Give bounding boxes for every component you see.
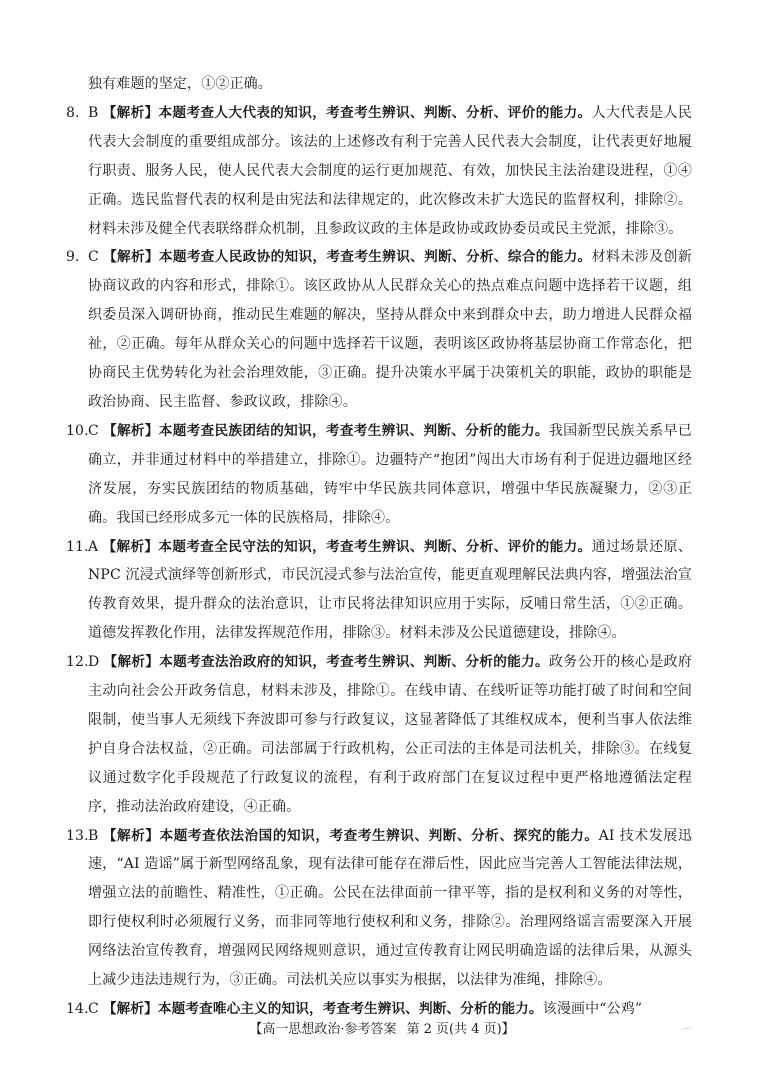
item-answer: C <box>88 1001 99 1017</box>
answer-items <box>66 99 692 1024</box>
item-analysis-lead: 【解析】本题考查唯心主义的知识，考查考生辨识、判断、分析的能力。 <box>102 1001 543 1017</box>
item-number: 9. <box>66 249 80 266</box>
item-number: 14. <box>66 1001 89 1017</box>
footer-page-number: 第 2 页(共 4 页)】 <box>406 1022 515 1037</box>
item-answer: C <box>88 249 99 266</box>
answer-item <box>66 99 692 244</box>
item-answer: D <box>88 654 100 671</box>
item-analysis-body: 政务公开的核心是政府主动向社会公开政务信息，材料未涉及，排除①。在线申请、在线听证等功能打破了时间和空间限制，使当事人无须线下奔波即可参与行政复议，这显著降低了其维权成本，便利当事人依法维护自身合法权益，②正确。司法部属于行政机构，公正司法的主体是司法机关，排除③。在线复议通过数字化手段规范了行政复议的流程，有利于政府部门在复议过程中更严格地遵循法定程序，推动法治政府建设，④正确。 <box>88 654 692 815</box>
item-analysis-lead: 【解析】本题考查依法治国的知识，考查考生辨识、判断、分析、探究的能力。 <box>102 827 599 844</box>
item-analysis-lead: 【解析】本题考查法治政府的知识，考查考生辨识、判断、分析的能力。 <box>103 654 549 671</box>
item-analysis-lead: 【解析】本题考查全民守法的知识，考查考生辨识、判断、分析、评价的能力。 <box>102 538 592 555</box>
corner-mark: ... <box>683 1022 691 1031</box>
item-analysis-body: 我国新型民族关系早已确立，并非通过材料中的举措建立，排除①。边疆特产“抱团”闯出大市场有利于促进边疆地区经济发展，夯实民族团结的物质基础，铸牢中华民族共同体意识，增强中华民族凝聚力，②③正确。我国已经形成多元一体的民族格局，排除④。 <box>88 422 692 526</box>
page-footer <box>0 1018 764 1037</box>
item-answer: B <box>88 104 99 121</box>
item-number: 10. <box>66 422 89 439</box>
item-analysis-lead: 【解析】本题考查人民政协的知识，考查考生辨识、判断、分析、综合的能力。 <box>102 249 592 266</box>
item-analysis-lead: 【解析】本题考查民族团结的知识，考查考生辨识、判断、分析的能力。 <box>102 422 549 439</box>
intro-line: 独有难题的坚定，①②正确。 <box>88 76 272 92</box>
footer-title: 【高一思想政治·参考答案 <box>249 1022 397 1037</box>
item-answer: A <box>88 538 99 555</box>
answer-item <box>66 648 692 821</box>
item-analysis-body: 人大代表是人民代表大会制度的重要组成部分。该法的上述修改有利于完善人民代表大会制度，让代表更好地履行职责、服务人民，使人民代表大会制度的运行更加规范、有效，加快民主法治建设进程，①④正确。选民监督代表的权利是由宪法和法律规定的，此次修改未扩大选民的监督权利，排除②。材料未涉及健全代表联络群众机制，且参政议政的主体是政协或政协委员或民主党派，排除③。 <box>88 104 692 237</box>
item-analysis-lead: 【解析】本题考查人大代表的知识，考查考生辨识、判断、分析、评价的能力。 <box>102 104 592 121</box>
item-number: 12. <box>66 654 89 671</box>
answer-item <box>66 822 692 995</box>
answer-document <box>66 70 692 1024</box>
item-analysis-body: 该漫画中“公鸡” <box>542 1001 643 1017</box>
item-number: 13. <box>66 827 89 844</box>
answer-item <box>66 417 692 533</box>
item-number: 8. <box>66 104 80 121</box>
item-answer: C <box>88 422 99 439</box>
answer-item <box>66 243 692 416</box>
item-analysis-body: 材料未涉及创新协商议政的内容和形式，排除①。该区政协从人民群众关心的热点难点问题中选择若干议题，组织委员深入调研协商，推动民生难题的解决，坚持从群众中来到群众中去，助力增进人民群众福祉，②正确。每年从群众关心的问题中选择若干议题，表明该区政协将基层协商工作常态化，把协商民主优势转化为社会治理效能，③正确。提升决策水平属于决策机关的职能，政协的职能是政治协商、民主监督、参政议政，排除④。 <box>88 249 692 410</box>
item-answer: B <box>88 827 99 844</box>
answer-item <box>66 533 692 649</box>
item-analysis-body: AI 技术发展迅速，“AI 造谣”属于新型网络乱象，现有法律可能存在滞后性，因此应当完善人工智能法律法规，增强立法的前瞻性、精准性，①正确。公民在法律面前一律平等，指的是权利和义务的对等性，即行使权利时必须履行义务，而非同等地行使权利和义务，排除②。治理网络谣言需要深入开展网络法治宣传教育，增强网民网络规则意识，通过宣传教育让网民明确造谣的法律后果，从源头上减少违法违规行为，③正确。司法机关应以事实为根据，以法律为准绳，排除④。 <box>88 827 692 989</box>
item-analysis-body: 通过场景还原、NPC 沉浸式演绎等创新形式，市民沉浸式参与法治宣传，能更直观理解民法典内容，增强法治宣传教育效果，提升群众的法治意识，让市民将法律知识应用于实际，反哺日常生活，①②正确。道德发挥教化作用，法律发挥规范作用，排除③。材料未涉及公民道德建设，排除④。 <box>88 538 692 642</box>
item-number: 11. <box>66 538 89 555</box>
